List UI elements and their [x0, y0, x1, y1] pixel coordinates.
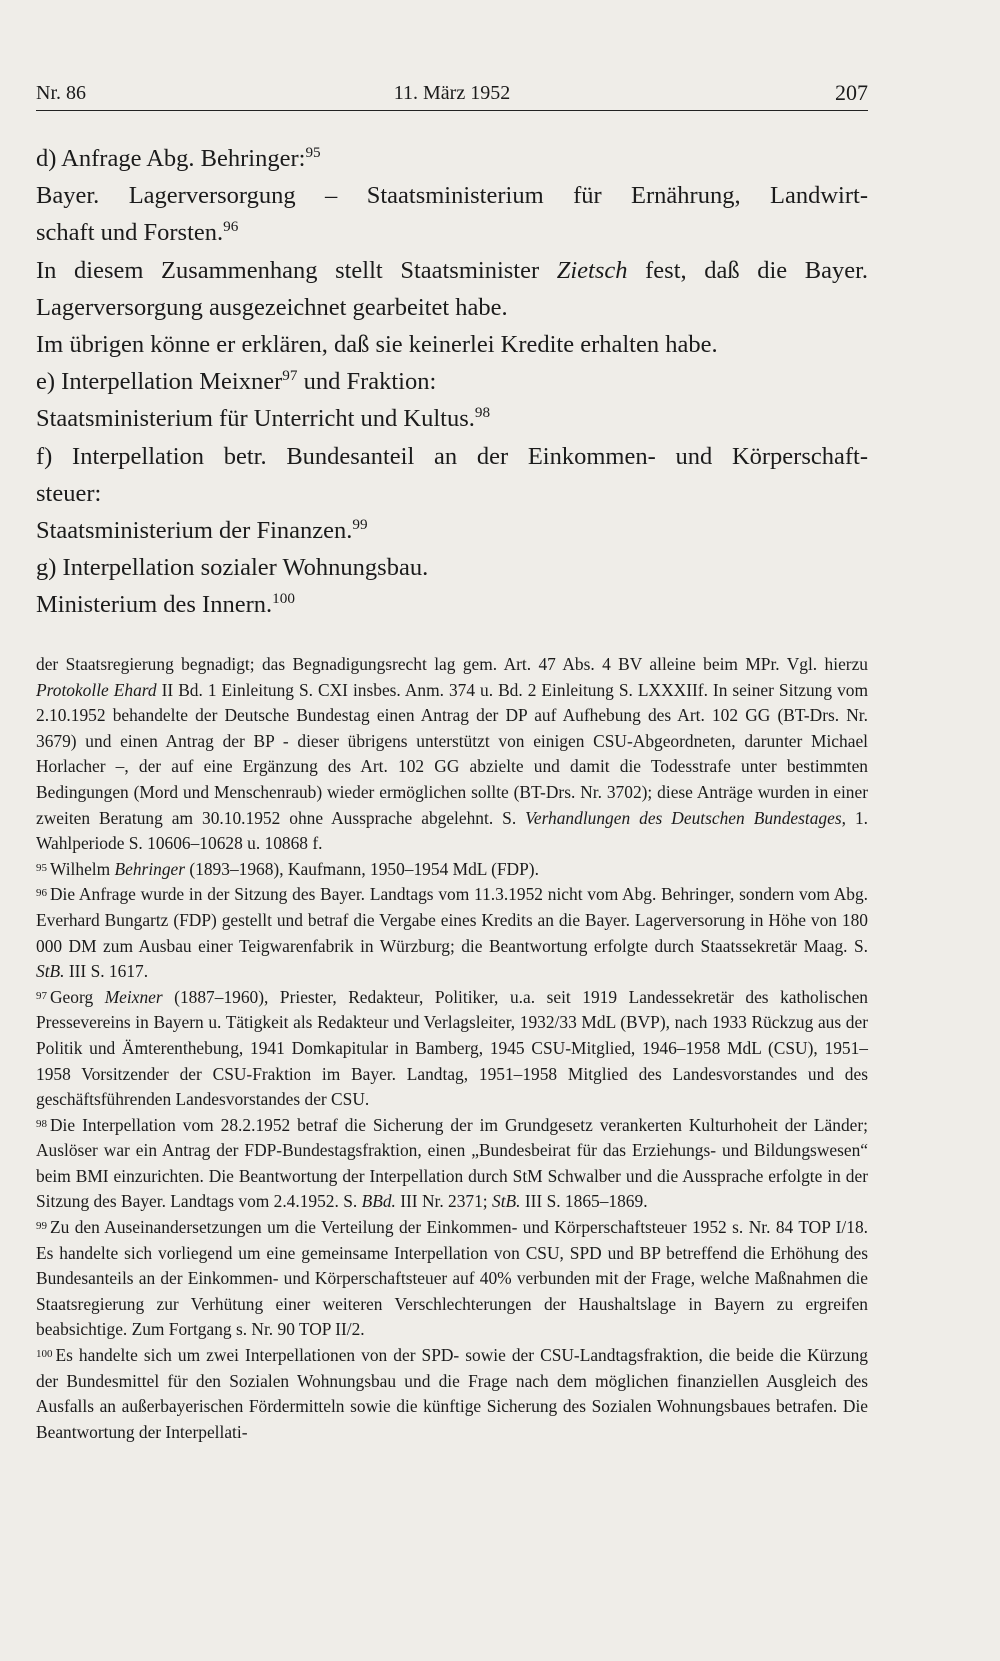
document-number: Nr. 86 — [36, 82, 86, 104]
footnote-99: $^{99}$ Zu den Auseinandersetzungen um die Verteilung der Einkommen- und Körperschaftsteuer 1952 s. Nr. 84 TOP I/18. Es handelte sich vorliegend um eine gemeinsame Interpellation von CSU, SPD und BP betreffend die Erhöhung des Bundesanteils an der Einkommen- und Körperschaftsteuer auf 40% verbunden mit der Frage, welche Maßnahmen die Staatsregierung zur Verhütung einer weiteren Verschlechterungen der Haushaltslage in Bayern zu ergreifen beabsichtige. Zum Fortgang s. Nr. 90 TOP II/2. — [36, 1217, 868, 1340]
footnote-95: $^{95}$ Wilhelm Behringer (1893–1968), Kaufmann, 1950–1954 MdL (FDP). — [36, 858, 539, 879]
footnote-97: $^{97}$ Georg Meixner (1887–1960), Priester, Redakteur, Politiker, u.a. seit 1919 Landessekretär des katholischen Pressevereins in Bayern u. Tätigkeit als Redakteur und Verlagsleiter, 1932/33 MdL (BVP), nach 1933 Rückzug aus der Politik und Ämterenthebung, 1941 Domkapitular in Bamberg, 1945 CSU-Mitglied, 1946–1958 MdL (CSU), 1951–1958 Vorsitzender der CSU-Fraktion im Bayer. Landtag, 1951–1958 Mitglied des Landesvorstandes und des geschäftsführenden Landesvorstandes der CSU. — [36, 986, 868, 1110]
item-line: Im übrigen könne er erklären, daß sie keinerlei Kredite erhalten habe. — [36, 331, 718, 359]
header-date: 11. März 1952 — [393, 82, 511, 104]
running-header — [36, 76, 868, 111]
footnote-98: $^{98}$ Die Interpellation vom 28.2.1952 betraf die Sicherung der im Grundgesetz verankerten Kulturhoheit der Länder; Auslöser war ein Antrag der FDP-Bundestagsfraktion, einen „Bundesbeirat für das Erziehungs- und Bildungswesen“ beim BMI einzurichten. Die Beantwortung der Interpellation durch StM Schwalber und die Aussprache erfolgte in der Sitzung des Bayer. Landtags vom 2.4.1952. S. BBd. III Nr. 2371; StB. III S. 1865–1869. — [36, 1114, 868, 1212]
item-line: e) Interpellation Meixner$^{97}$ und Fraktion: — [36, 367, 437, 396]
item-line: Staatsministerium für Unterricht und Kultus.$^{98}$ — [36, 404, 491, 433]
footnote-96: $^{96}$ Die Anfrage wurde in der Sitzung des Bayer. Landtags vom 11.3.1952 nicht vom Abg. Behringer, sondern vom Abg. Everhard Bungartz (FDP) gestellt und betraf die Vergabe eines Kredits an die Bayer. Lagerversorung in Höhe von 180 000 DM zum Ausbau einer Teigwarenfabrik in Würzburg; die Beantwortung erfolgte durch Staatssekretär Maag. S. StB. III S. 1617. — [36, 884, 868, 982]
footnote-continuation: der Staatsregierung begnadigt; das Begnadigungsrecht lag gem. Art. 47 Abs. 4 BV alleine beim MPr. Vgl. hierzu Protokolle Ehard II Bd. 1 Einleitung S. CXI insbes. Anm. 374 u. Bd. 2 Einleitung S. LXXXIIf. In seiner Sitzung vom 2.10.1952 behandelte der Deutsche Bundestag einen Antrag der DP auf Aufhebung des Art. 102 GG (BT-Drs. Nr. 3679) und einen Antrag der BP - dieser übrigens unterstützt von einigen CSU-Abgeordneten, darunter Michael Horlacher –, der auf eine Ergänzung des Art. 102 GG abzielte und damit die Todesstrafe unter bestimmten Bedingungen (Mord und Menschenraub) wieder ermöglichen sollte (BT-Drs. Nr. 3702); diese Anträge wurden in einer zweiten Beratung am 30.10.1952 ohne Aussprache abgelehnt. S. Verhandlungen des Deutschen Bundestages, 1. Wahlperiode S. 10606–10628 u. 10868 f. — [36, 654, 868, 854]
item-line: steuer: — [36, 479, 102, 507]
item-line: Bayer. Lagerversorgung – Staatsministerium für Ernährung, Landwirt- — [36, 182, 868, 210]
item-line: schaft und Forsten.$^{96}$ — [36, 218, 239, 247]
item-line: d) Anfrage Abg. Behringer:$^{95}$ — [36, 143, 321, 172]
footnotes — [36, 652, 868, 1445]
item-line: f) Interpellation betr. Bundesanteil an der Einkommen- und Körperschaft- — [36, 442, 868, 470]
item-line: Ministerium des Innern.$^{100}$ — [36, 590, 295, 619]
main-text — [36, 140, 868, 624]
item-line: g) Interpellation sozialer Wohnungsbau. — [36, 554, 429, 582]
item-line: Staatsministerium der Finanzen.$^{99}$ — [36, 515, 368, 545]
footnote-100: $^{100}$ Es handelte sich um zwei Interpellationen von der SPD- sowie der CSU-Landtagsfraktion, die beide die Kürzung der Bundesmittel für den Sozialen Wohnungsbau und die Frage nach dem möglichen finanziellen Ausgleich des Ausfalls an außerbayerischen Fördermitteln sowie die künftige Sicherung des Sozialen Wohnungsbaues betrafen. Die Beantwortung der Interpellati- — [36, 1345, 868, 1442]
item-line: Lagerversorgung ausgezeichnet gearbeitet habe. — [36, 293, 508, 321]
page-number: 207 — [835, 80, 868, 105]
item-line: In diesem Zusammenhang stellt Staatsminister Zietsch fest, daß die Bayer. — [36, 256, 869, 284]
